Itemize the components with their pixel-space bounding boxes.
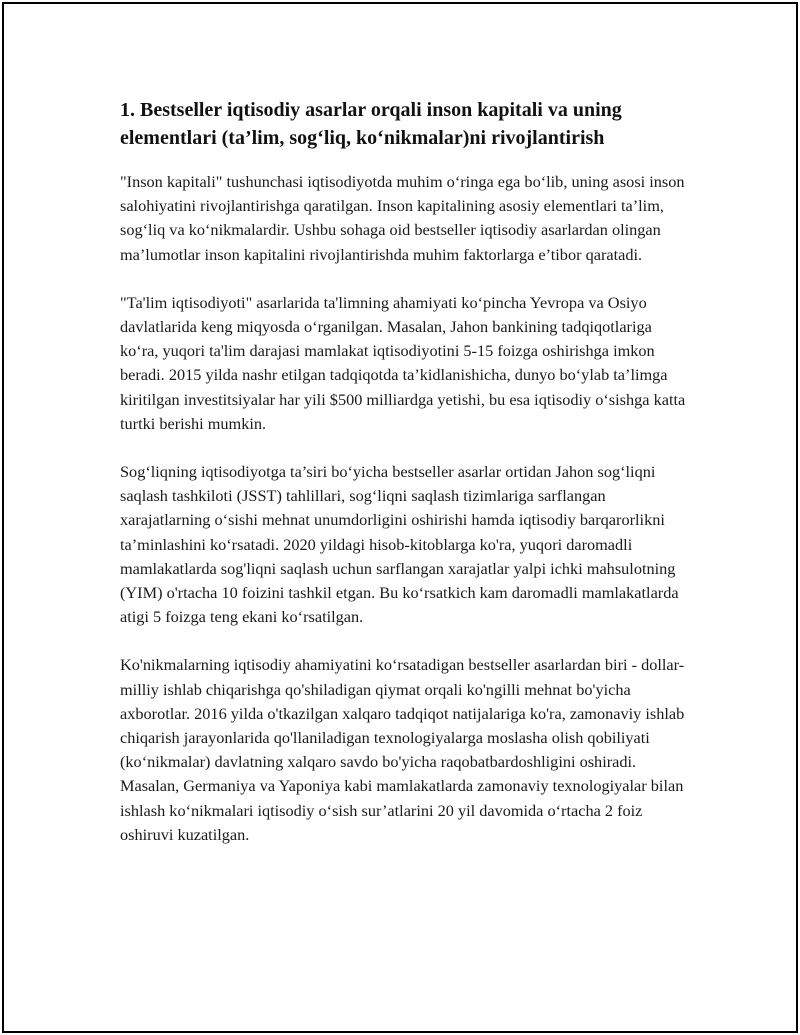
- paragraph-inson-kapitali: "Inson kapitali" tushunchasi iqtisodiyotda muhim o‘ringa ega bo‘lib, uning asosi inson salohiyatini rivojlantirishga qaratilgan. Inson kapitalining asosiy elementlari ta’lim, sog‘liq va ko‘nikmalardir. Ushbu sohaga oid bestseller iqtisodiy asarlardan olingan ma’lumotlar inson kapitalini rivojlantirishda muhim faktorlarga e’tibor qaratadi.: [120, 172, 685, 264]
- paragraph-talim: "Ta'lim iqtisodiyoti" asarlarida ta'limning ahamiyati ko‘pincha Yevropa va Osiyo davlatlarida keng miqyosda o‘rganilgan. Masalan, Jahon bankining tadqiqotlariga ko‘ra, yuqori ta'lim darajasi mamlakat iqtisodiyotini 5-15 foizga oshirishga imkon beradi. 2015 yilda nashr etilgan tadqiqotda ta’kidlanishicha, dunyo bo‘ylab ta’limga kiritilgan investitsiyalar har yili $500 milliardga yetishi, bu esa iqtisodiy o‘sishga katta turtki berishi mumkin.: [120, 292, 686, 433]
- section-heading: 1. Bestseller iqtisodiy asarlar orqali inson kapitali va uning elementlari (ta’lim, sog‘liq, ko‘nikmalar)ni rivojlantirish: [120, 99, 622, 149]
- paragraph-sogliq: Sog‘liqning iqtisodiyotga ta’siri bo‘yicha bestseller asarlar ortidan Jahon sog‘liqni saqlash tashkiloti (JSST) tahlillari, sog‘liqni saqlash tizimlariga sarflangan xarajatlarning o‘sishi mehnat unumdorligini oshirishi hamda iqtisodiy barqarorlikni ta’minlashini ko‘rsatadi. 2020 yildagi hisob-kitoblarga ko'ra, yuqori daromadli mamlakatlarda sog'liqni saqlash uchun sarflangan xarajatlar yalpi ichki mahsulotning (YIM) o'rtacha 10 foizini tashkil etgan. Bu ko‘rsatkich kam daromadli mamlakatlarda atigi 5 foizga teng ekani ko‘rsatilgan.: [120, 462, 679, 627]
- paragraph-konikmalar: Ko'nikmalarning iqtisodiy ahamiyatini ko‘rsatadigan bestseller asarlardan biri - dollar-milliy ishlab chiqarishga qo'shiladigan qiymat orqali ko'ngilli mehnat bo'yicha axborotlar. 2016 yilda o'tkazilgan xalqaro tadqiqot natijalariga ko'ra, zamonaviy ishlab chiqarish jarayonlarida qo'llaniladigan texnologiyalarga moslasha olish qobiliyati (ko‘nikmalar) davlatning xalqaro savdo bo'yicha raqobatbardoshligini oshiradi. Masalan, Germaniya va Yaponiya kabi mamlakatlarda zamonaviy texnologiyalar bilan ishlash ko‘nikmalari iqtisodiy o‘sish sur’atlarini 20 yil davomida o‘rtacha 2 foiz oshiruvi kuzatilgan.: [120, 655, 685, 844]
- document-page: [2, 2, 798, 1033]
- document-content: [120, 96, 690, 871]
